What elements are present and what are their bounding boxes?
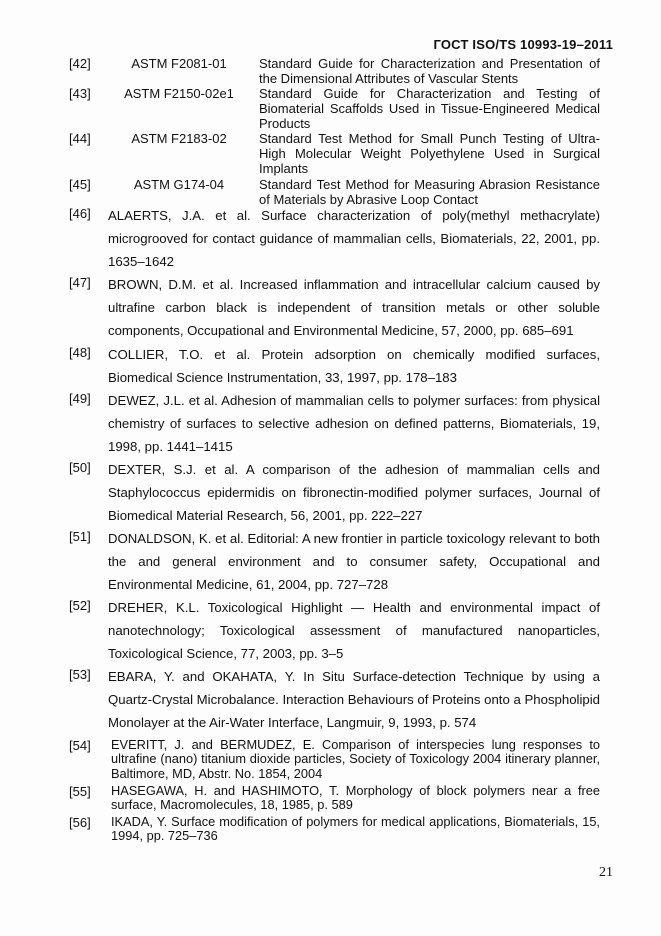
document-header-standard: ГОСТ ISO/TS 10993-19–2011 <box>433 37 613 52</box>
standard-title: Standard Guide for Characterization and Testing of Biomaterial Scaffolds Used in Tissue-Engineered Medical Products <box>259 86 600 131</box>
reference-number: [48] <box>69 345 91 360</box>
standard-code: ASTM G174-04 <box>133 177 225 192</box>
reference-text: ALAERTS, J.A. et al. Surface characterization of poly(methyl methacrylate) microgrooved for contact guidance of mammalian cells, Biomaterials, 22, 2001, pp. 1635–1642 <box>108 208 600 269</box>
reference-text: DEXTER, S.J. et al. A comparison of the adhesion of mammalian cells and Staphylococcus epidermidis on fibronectin-modified polymer surfaces, Journal of Biomedical Material Research, 56, 2001, pp. 222–227 <box>108 462 600 523</box>
reference-text: COLLIER, T.O. et al. Protein adsorption on chemically modified surfaces, Biomedical Science Instrumentation, 33, 1997, pp. 178–183 <box>108 347 600 385</box>
reference-number: [55] <box>69 784 91 799</box>
reference-number: [54] <box>69 738 91 753</box>
reference-number: [47] <box>69 275 91 290</box>
reference-number: [43] <box>69 86 91 101</box>
reference-text: DONALDSON, K. et al. Editorial: A new frontier in particle toxicology relevant to both the and general environment and to consumer safety, Occupational and Environmental Medicine, 61, 2004, pp. 727–728 <box>108 531 600 592</box>
reference-text: HASEGAWA, H. and HASHIMOTO, T. Morphology of block polymers near a free surface, Macromolecules, 18, 1985, p. 589 <box>111 783 600 813</box>
reference-number: [53] <box>69 667 91 682</box>
standard-code: ASTM F2081-01 <box>131 56 227 71</box>
reference-number: [49] <box>69 391 91 406</box>
reference-text: EBARA, Y. and OKAHATA, Y. In Situ Surface-detection Technique by using a Quartz-Crystal Microbalance. Interaction Behaviours of Proteins onto a Phospholipid Monolayer at the Air-Water Interface, Langmuir, 9, 1993, p. 574 <box>108 669 600 730</box>
standard-title: Standard Test Method for Small Punch Testing of Ultra-High Molecular Weight Polyethylene Used in Surgical Implants <box>259 131 600 176</box>
reference-number: [42] <box>69 56 91 71</box>
page-number: 21 <box>599 865 613 880</box>
standard-code: ASTM F2183-02 <box>131 131 227 146</box>
reference-number: [56] <box>69 815 91 830</box>
reference-text: DEWEZ, J.L. et al. Adhesion of mammalian cells to polymer surfaces: from physical chemistry of surfaces to selective adhesion on defined patterns, Biomaterials, 19, 1998, pp. 1441–1415 <box>108 393 600 454</box>
standard-code: ASTM F2150-02e1 <box>124 86 234 101</box>
reference-number: [44] <box>69 131 91 146</box>
reference-text: IKADA, Y. Surface modification of polymers for medical applications, Biomaterials, 15, 1994, pp. 725–736 <box>111 814 600 844</box>
reference-number: [45] <box>69 177 91 192</box>
reference-text: EVERITT, J. and BERMUDEZ, E. Comparison of interspecies lung responses to ultrafine (nano) titanium dioxide particles, Society of Toxicology 2004 itinerary planner, Baltimore, MD, Abstr. No. 1854, 2004 <box>111 737 600 781</box>
reference-number: [52] <box>69 598 91 613</box>
standard-title: Standard Guide for Characterization and Presentation of the Dimensional Attributes of Vascular Stents <box>259 56 600 86</box>
reference-text: BROWN, D.M. et al. Increased inflammation and intracellular calcium caused by ultrafine carbon black is independent of transition metals or other soluble components, Occupational and Environmental Medicine, 57, 2000, pp. 685–691 <box>108 277 600 338</box>
reference-number: [46] <box>69 206 91 221</box>
reference-text: DREHER, K.L. Toxicological Highlight — Health and environmental impact of nanotechnology; Toxicological assessment of manufactured nanoparticles, Toxicological Science, 77, 2003, pp. 3–5 <box>108 600 600 661</box>
reference-number: [50] <box>69 460 91 475</box>
reference-number: [51] <box>69 529 91 544</box>
standard-title: Standard Test Method for Measuring Abrasion Resistance of Materials by Abrasive Loop Contact <box>259 177 600 207</box>
